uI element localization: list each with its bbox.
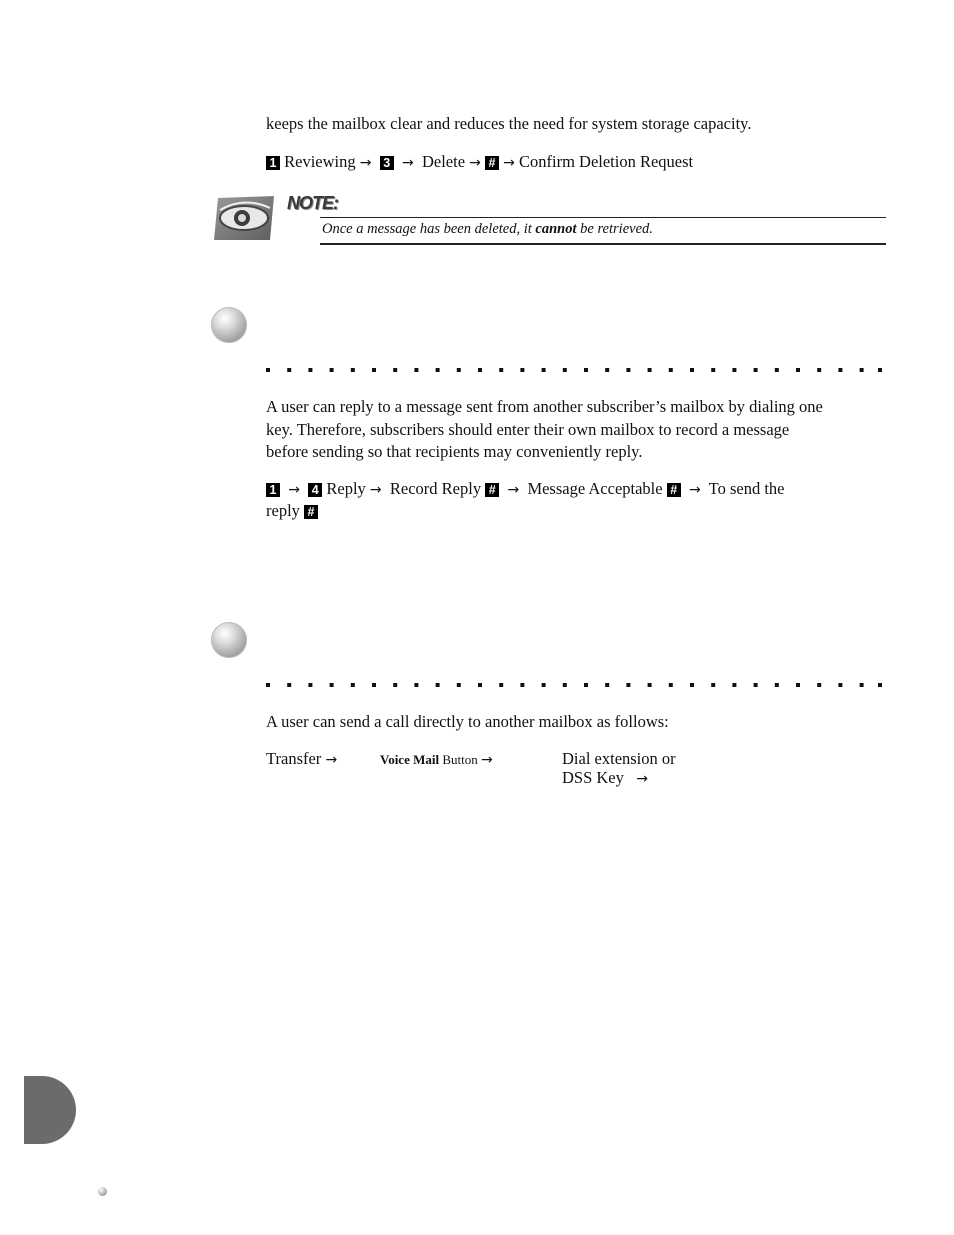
- note-emphasis: cannot: [535, 221, 577, 237]
- delete-sequence: [266, 151, 693, 175]
- arrow-icon: →: [288, 482, 300, 498]
- step-delete: Delete: [421, 152, 466, 171]
- arrow-icon: →: [325, 752, 338, 768]
- reply-sequence-cont: [266, 500, 318, 523]
- eye-icon: [212, 194, 276, 242]
- key-1: 1: [266, 483, 280, 497]
- arrow-icon: →: [503, 155, 515, 171]
- key-4: 4: [308, 483, 322, 497]
- step-confirm: Confirm Deletion Request: [519, 152, 694, 171]
- step-voice-mail-button: Voice Mail Button →: [380, 752, 493, 768]
- page-tab-marker: [24, 1076, 76, 1144]
- sphere-bullet-icon: [211, 622, 247, 658]
- note-title: NOTE:: [287, 193, 338, 213]
- arrow-icon: →: [469, 155, 481, 171]
- small-sphere-icon: [98, 1187, 107, 1196]
- reply-sequence: [266, 478, 785, 502]
- arrow-icon: →: [688, 482, 701, 498]
- transfer-para: A user can send a call directly to another mailbox as follows:: [266, 712, 669, 731]
- step-transfer: Transfer →: [266, 749, 338, 768]
- reply-para-line3: before sending so that recipients may conveniently reply.: [266, 442, 643, 461]
- step-reply: Reply: [326, 479, 366, 498]
- dotted-divider: [266, 368, 882, 374]
- key-3: 3: [380, 156, 394, 170]
- step-reviewing: Reviewing: [284, 152, 356, 171]
- reply-para-line1: A user can reply to a message sent from another subscriber’s mailbox by dialing one: [266, 397, 823, 416]
- step-to-send: To send the: [708, 479, 785, 498]
- step-message-acceptable: Message Acceptable: [527, 479, 663, 498]
- key-1: 1: [266, 156, 280, 170]
- note-divider-bottom: [320, 243, 886, 245]
- dotted-divider: [266, 683, 882, 689]
- step-reply-send: reply: [266, 501, 300, 520]
- key-hash: #: [485, 483, 499, 497]
- note-divider-top: [320, 217, 886, 218]
- reply-para-line2: key. Therefore, subscribers should enter their own mailbox to record a message: [266, 420, 790, 439]
- arrow-icon: →: [359, 155, 372, 171]
- step-dss-key: DSS Key →: [562, 768, 648, 787]
- voice-mail-label: Voice Mail: [380, 752, 440, 767]
- arrow-icon: →: [507, 482, 520, 498]
- key-hash: #: [485, 156, 499, 170]
- arrow-icon: →: [401, 155, 414, 171]
- arrow-icon: →: [636, 771, 648, 787]
- arrow-icon: →: [481, 752, 493, 768]
- arrow-icon: →: [369, 482, 382, 498]
- step-dial-extension: Dial extension or: [562, 749, 676, 768]
- key-hash: #: [304, 505, 318, 519]
- note-text: Once a message has been deleted, it cannot be retrieved.: [322, 221, 653, 237]
- key-hash: #: [667, 483, 681, 497]
- step-record-reply: Record Reply: [389, 479, 482, 498]
- sphere-bullet-icon: [211, 307, 247, 343]
- intro-text: keeps the mailbox clear and reduces the need for system storage capacity.: [266, 114, 752, 133]
